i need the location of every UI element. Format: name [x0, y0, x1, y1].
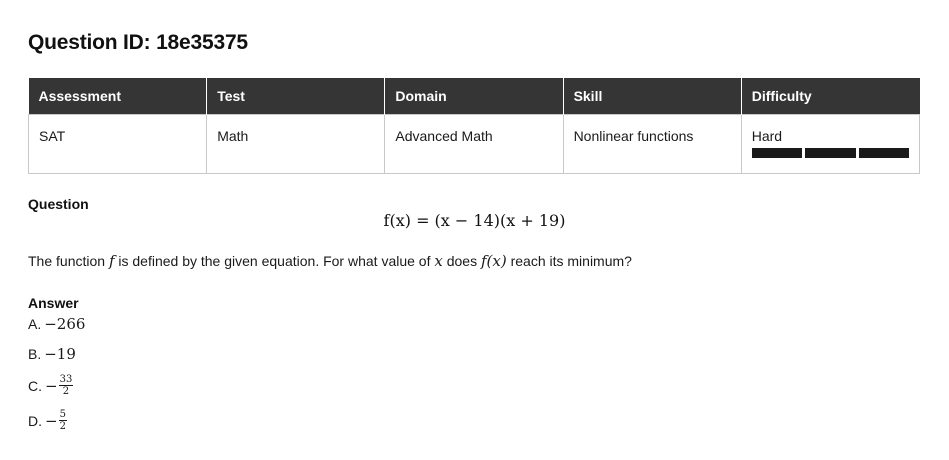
question-metadata-table	[28, 78, 920, 174]
difficulty-label: Hard	[751, 128, 783, 144]
question-equation: f(x) = (x − 14)(x + 19)	[383, 211, 566, 230]
math-var-f: f	[108, 252, 115, 270]
difficulty-bar-3	[859, 148, 909, 158]
cell-domain: Advanced Math	[385, 115, 563, 174]
cell-assessment: SAT	[29, 115, 207, 174]
fraction-numerator: 33	[59, 374, 73, 385]
header-difficulty: Difficulty	[741, 78, 919, 115]
choice-letter: D.	[28, 412, 42, 429]
answer-choice-c	[28, 374, 73, 397]
cell-skill: Nonlinear functions	[563, 115, 741, 174]
table-row	[29, 115, 920, 174]
answer-choice-d	[28, 409, 67, 432]
cell-difficulty	[741, 115, 919, 174]
question-id-title: Question ID: 18e35375	[28, 31, 248, 54]
choice-fraction	[59, 409, 67, 432]
choice-sign: −	[45, 376, 58, 395]
difficulty-bar-1	[752, 148, 802, 158]
header-domain: Domain	[385, 78, 563, 115]
header-assessment: Assessment	[29, 78, 207, 115]
answer-choice-b	[28, 345, 76, 363]
question-text-part: is defined by the given equation. For what value of	[114, 253, 435, 269]
math-f-of-x: f(x)	[480, 252, 507, 270]
header-test: Test	[207, 78, 385, 115]
choice-letter: A.	[28, 316, 42, 332]
question-text	[28, 252, 632, 270]
table-header-row	[29, 78, 920, 115]
choice-letter: C.	[28, 377, 42, 394]
choice-sign: −	[45, 411, 58, 430]
difficulty-bar-2	[805, 148, 855, 158]
difficulty-meter	[752, 148, 909, 158]
cell-test: Math	[207, 115, 385, 174]
fraction-denominator: 2	[62, 386, 70, 397]
answer-label: Answer	[28, 295, 79, 311]
choice-value: −266	[44, 315, 86, 333]
question-label: Question	[28, 196, 89, 212]
fraction-numerator: 5	[59, 409, 66, 420]
question-text-part: does	[442, 253, 481, 269]
math-var-x: x	[434, 252, 443, 270]
question-text-part: The function	[28, 253, 109, 269]
header-skill: Skill	[563, 78, 741, 115]
choice-fraction	[59, 374, 74, 397]
question-text-part: reach its minimum?	[506, 253, 632, 269]
choice-letter: B.	[28, 346, 42, 362]
choice-value: −19	[44, 345, 76, 363]
fraction-denominator: 2	[59, 421, 66, 432]
answer-choice-a	[28, 315, 85, 333]
